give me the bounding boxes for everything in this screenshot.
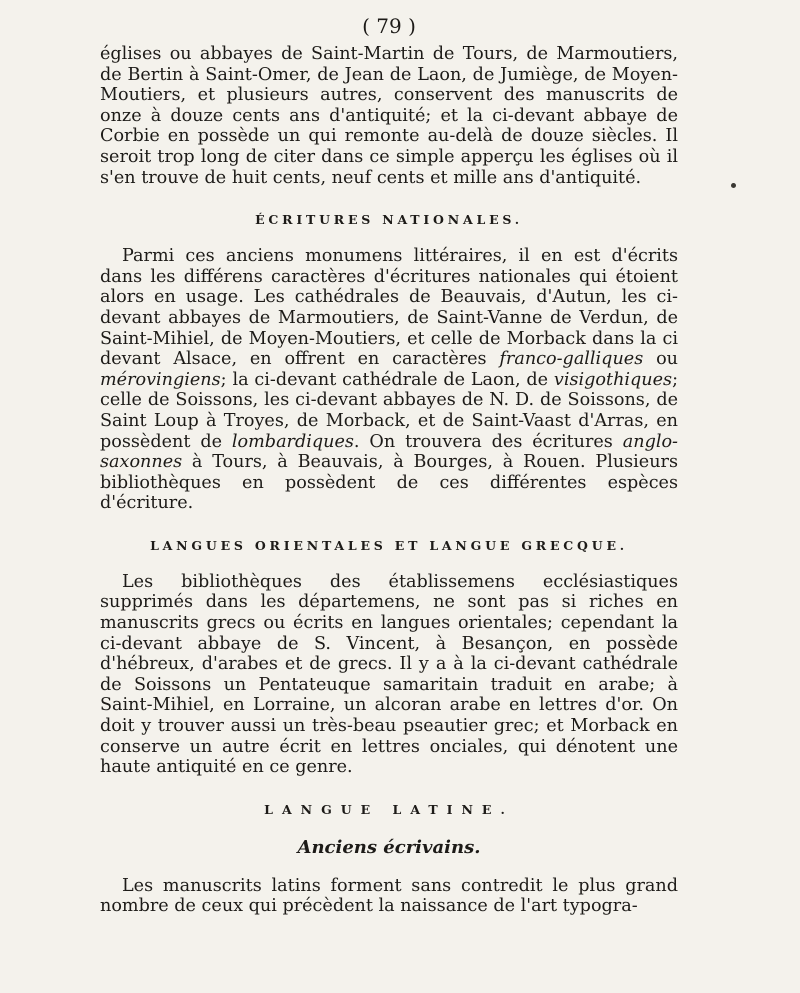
text-run: ou — [643, 349, 678, 370]
text-run: à Tours, à Beauvais, à Bourges, à Rouen. Plusieurs bibliothèques en possèdent de ces différentes espèces d'écriture. — [100, 452, 678, 514]
section-paragraph-langues-orientales — [100, 572, 678, 778]
text-run: . On trouvera des écritures — [353, 431, 623, 452]
section-heading-langue-latine: LANGUE LATINE. — [264, 801, 514, 817]
section-paragraph-ecritures — [100, 246, 678, 514]
italic-term: visigothiques — [553, 369, 673, 390]
section-paragraph-langue-latine — [100, 876, 678, 917]
italic-term: mérovingiens — [100, 369, 221, 390]
section-heading-langues-orientales: LANGUES ORIENTALES ET LANGUE GRECQUE. — [150, 537, 628, 553]
italic-term: anglo-saxonnes — [100, 431, 678, 473]
page-content — [100, 12, 678, 917]
text-run: ; celle de Soissons, les ci-devant abbayes de N. D. de Soissons, de Saint Loup à Troyes, de Morback, et de Saint-Vaast d'Arras, en possèdent de — [100, 369, 678, 452]
opening-paragraph: églises ou abbayes de Saint-Martin de Tours, de Marmoutiers, de Bertin à Saint-Omer, de Jean de Laon, de Jumiège, de Moyen-Moutiers, et plusieurs autres, conservent des manuscrits de onze à douze cents ans d'antiquité; et la ci-devant abbaye de Corbie en possède un qui remonte au-delà de douze siècles. Il seroit trop long de citer dans ce simple apperçu les églises où il s'en trouve de huit cents, neuf cents et mille ans d'antiquité. — [100, 44, 678, 188]
ink-speck — [731, 183, 736, 188]
subheading-anciens-ecrivains: Anciens écrivains. — [297, 836, 481, 858]
text-run: Parmi ces anciens monumens littéraires, il en est d'écrits dans les différens caractères d'écritures nationales qui étoient alors en usage. Les cathédrales de Beauvais, d'Autun, les ci-devant abbayes de Marmoutiers, de Saint-Vanne de Verdun, de Saint-Mihiel, de Moyen-Moutiers, et celle de Morback dans la ci devant Alsace, en offrent en caractères — [100, 246, 678, 370]
italic-term: lombardiques — [231, 431, 354, 452]
text-run: ; la ci-devant cathédrale de Laon, de — [220, 369, 554, 390]
text-run: Les bibliothèques des établissemens ecclésiastiques supprimés dans les départemens, ne sont pas si riches en manuscrits grecs ou écrits en langues orientales; cependant la ci-devant abbaye de S. Vincent, à Besançon, en possède d'hébreux, d'arabes et de grecs. Il y a à la ci-devant cathédrale de Soissons un Pentateuque samaritain traduit en arabe; à Saint-Mihiel, en Lorraine, un alcoran arabe en lettres d'or. On doit y trouver aussi un très-beau pseautier grec; et Morback en conserve un autre écrit en lettres onciales, qui dénotent une haute antiquité en ce genre. — [100, 571, 678, 778]
page-number: ( 79 ) — [362, 14, 416, 38]
section-heading-ecritures: ÉCRITURES NATIONALES. — [255, 212, 523, 228]
italic-term: franco-galliques — [499, 349, 644, 370]
text-run: Les manuscrits latins forment sans contredit le plus grand nombre de ceux qui précèdent la naissance de l'art typogra- — [100, 875, 678, 917]
